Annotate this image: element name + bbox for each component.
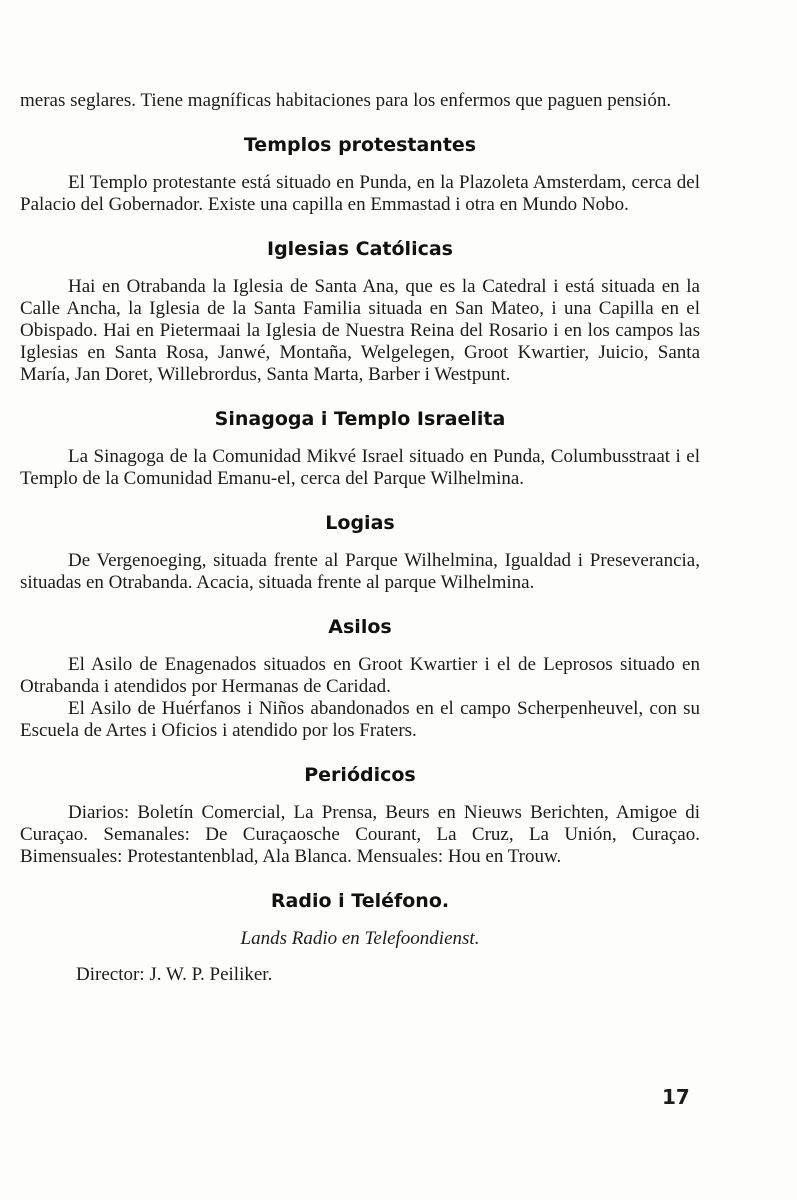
- section-paragraph: Diarios: Boletín Comercial, La Prensa, Beurs en Nieuws Berichten, Amigoe di Curaçao. Semanales: De Curaçaosche Courant, La Cruz, La Unión, Curaçao. Bimensuales: Protestantenblad, Ala Blanca. Mensuales: Hou en Trouw.: [20, 802, 700, 867]
- section-templos-protestantes: [20, 134, 700, 216]
- section-periodicos: [20, 764, 700, 868]
- section-heading: Templos protestantes: [243, 134, 477, 156]
- section-paragraph: El Asilo de Huérfanos i Niños abandonados en el campo Scherpenheuvel, con su Escuela de Artes i Oficios i atendido por los Fraters.: [20, 698, 700, 741]
- section-radio-telefono: [20, 890, 700, 986]
- page-content: [20, 90, 700, 986]
- section-paragraph: Hai en Otrabanda la Iglesia de Santa Ana, que es la Catedral i está situada en la Calle Ancha, la Iglesia de la Santa Familia situada en San Mateo, i una Capilla en el Obispado. Hai en Pietermaai la Iglesia de Nuestra Reina del Rosario i en los campos las Iglesias en Santa Rosa, Janwé, Montaña, Welgelegen, Groot Kwartier, Juicio, Santa María, Jan Doret, Willebrordus, Santa Marta, Barber i Westpunt.: [20, 276, 700, 385]
- section-heading: Periódicos: [304, 764, 416, 786]
- section-paragraph: El Templo protestante está situado en Punda, en la Plazoleta Amsterdam, cerca del Palacio del Gobernador. Existe una capilla en Emmastad i otra en Mundo Nobo.: [20, 172, 700, 215]
- page-number: 17: [662, 1085, 690, 1109]
- section-heading: Asilos: [328, 616, 392, 638]
- director-line: Director: J. W. P. Peiliker.: [76, 964, 273, 985]
- section-heading: Logias: [325, 512, 395, 534]
- section-subheading: Lands Radio en Telefoondienst.: [240, 928, 480, 949]
- section-paragraph: El Asilo de Enagenados situados en Groot Kwartier i el de Leprosos situado en Otrabanda i atendidos por Hermanas de Caridad.: [20, 654, 700, 697]
- section-paragraph: La Sinagoga de la Comunidad Mikvé Israel situado en Punda, Columbusstraat i el Templo de la Comunidad Emanu-el, cerca del Parque Wilhelmina.: [20, 446, 700, 489]
- section-asilos: [20, 616, 700, 742]
- section-iglesias-catolicas: [20, 238, 700, 386]
- section-logias: [20, 512, 700, 594]
- section-heading: Radio i Teléfono.: [270, 890, 450, 912]
- section-paragraph: De Vergenoeging, situada frente al Parque Wilhelmina, Igualdad i Preseverancia, situadas en Otrabanda. Acacia, situada frente al parque Wilhelmina.: [20, 550, 700, 593]
- intro-paragraph: meras seglares. Tiene magníficas habitaciones para los enfermos que paguen pensión.: [20, 90, 672, 111]
- section-heading: Sinagoga i Templo Israelita: [214, 408, 506, 430]
- section-heading: Iglesias Católicas: [267, 238, 453, 260]
- section-sinagoga: [20, 408, 700, 490]
